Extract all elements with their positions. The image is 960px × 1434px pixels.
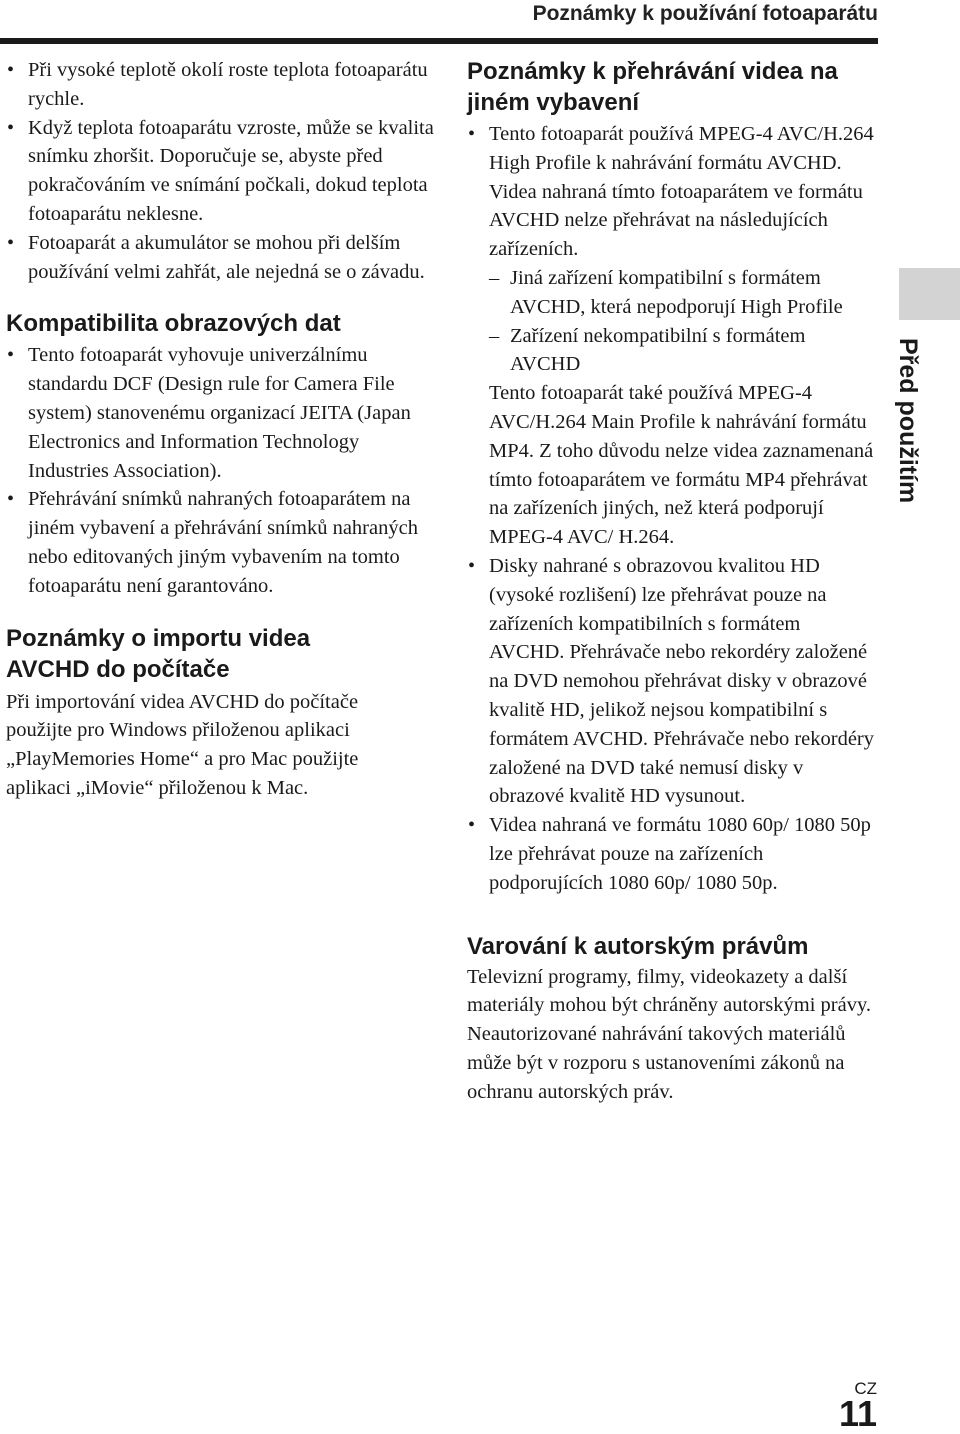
header-rule <box>0 38 878 44</box>
playback-bullet-list <box>467 120 877 898</box>
left-column <box>6 56 436 803</box>
language-code: CZ <box>854 1379 877 1398</box>
dash-item: – Jiná zařízení kompatibilní s formátem AVCHD, která nepodporují High Profile <box>489 264 877 322</box>
list-item: • Když teplota fotoaparátu vzroste, může se kvalita snímku zhoršit. Doporučuje se, abyste před pokračováním ve snímání počkali, dokud teplota fotoaparátu neklesne. <box>6 114 436 229</box>
import-heading: Poznámky o importu videa AVCHD do počítače <box>6 624 311 683</box>
intro-bullet-list <box>6 56 436 286</box>
playback-dash-list <box>489 264 877 379</box>
playback-bullet1-followup: Tento fotoaparát také používá MPEG-4 AVC/H.264 Main Profile k nahrávání formátu MP4. Z toho důvodu nelze videa zaznamenaná tímto fotoaparátem ve formátu MP4 přehrávat na zařízeních jiných, než která podporují MPEG-4 AVC/ H.264. <box>489 382 874 549</box>
list-item: • Při vysoké teplotě okolí roste teplota fotoaparátu rychle. <box>6 56 436 114</box>
playback-section <box>467 56 877 898</box>
compat-heading: Kompatibilita obrazových dat <box>6 310 341 338</box>
list-item <box>467 120 877 552</box>
import-section <box>6 623 436 803</box>
list-item: • Disky nahrané s obrazovou kvalitou HD (vysoké rozlišení) lze přehrávat pouze na zařízeních kompatibilních s formátem AVCHD. Přehrávače nebo rekordéry založené na DVD nemohou přehrávat disky v obrazové kvalitě HD, jelikož nejsou kompatibilní s formátem AVCHD. Přehrávače nebo rekordéry založené na DVD také nemusí disky v obrazové kvalitě HD vysunout. <box>467 552 877 811</box>
copyright-body: Televizní programy, filmy, videokazety a další materiály mohou být chráněny autorskými právy. Neautorizované nahrávání takových materiálů může být v rozporu s ustanoveními zákonů na ochranu autorských práv. <box>467 965 872 1103</box>
side-tab-label: Před použitím <box>894 338 922 504</box>
playback-bullet1-text: Tento fotoaparát používá MPEG-4 AVC/H.264 High Profile k nahrávání formátu AVCHD. Videa nahraná tímto fotoaparátem ve formátu AVCHD nelze přehrávat na následujících zařízeních. <box>489 123 874 261</box>
import-body: Při importování videa AVCHD do počítače použijte pro Windows přiloženou aplikaci „PlayMemories Home“ a pro Mac použijte aplikaci „iMovie“ přiloženou k Mac. <box>6 690 359 799</box>
dash-item: – Zařízení nekompatibilní s formátem AVCHD <box>489 322 877 380</box>
right-column <box>467 56 877 1107</box>
side-tab-marker <box>899 268 960 320</box>
copyright-section <box>467 931 877 1107</box>
copyright-heading: Varování k autorským právům <box>467 932 809 960</box>
compat-section <box>6 308 436 600</box>
running-header: Poznámky k používání fotoaparátu <box>532 2 878 25</box>
list-item: • Fotoaparát a akumulátor se mohou při delším používání velmi zahřát, ale nejedná se o závadu. <box>6 229 436 287</box>
compat-bullet-list <box>6 341 436 600</box>
list-item: • Tento fotoaparát vyhovuje univerzálnímu standardu DCF (Design rule for Camera File system) stanovenému organizací JEITA (Japan Electronics and Information Technology Industries Association). <box>6 341 436 485</box>
list-item: • Přehrávání snímků nahraných fotoaparátem na jiném vybavení a přehrávání snímků nahraných nebo editovaných jiným vybavením na tomto fotoaparátu není garantováno. <box>6 485 436 600</box>
page-number: 11 <box>838 1393 877 1434</box>
list-item: • Videa nahraná ve formátu 1080 60p/ 1080 50p lze přehrávat pouze na zařízeních podporujících 1080 60p/ 1080 50p. <box>467 811 877 897</box>
playback-heading: Poznámky k přehrávání videa na jiném vybavení <box>467 58 838 116</box>
